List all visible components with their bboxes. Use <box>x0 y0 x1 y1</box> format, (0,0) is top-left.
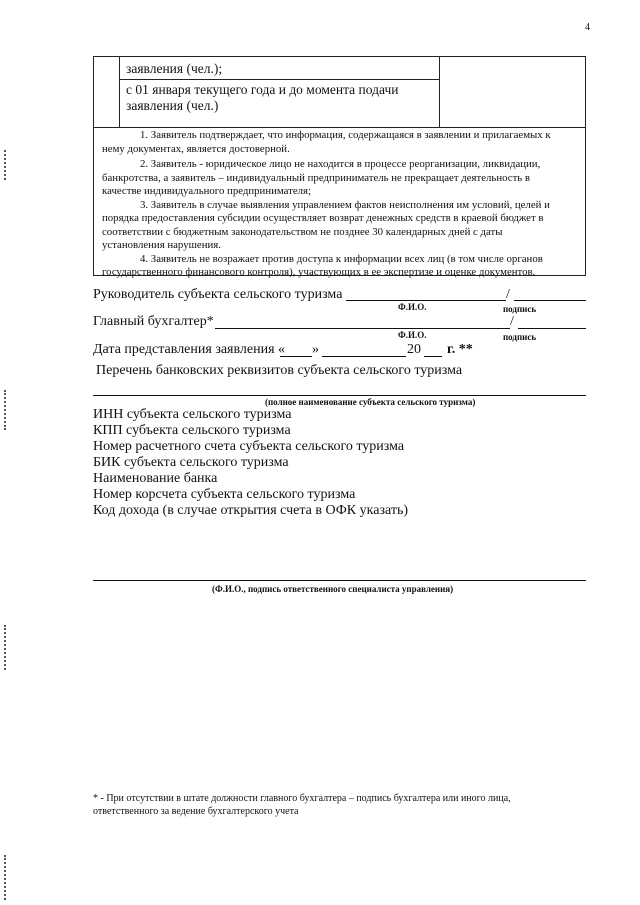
accountant-signature-caption: подпись <box>503 332 537 342</box>
scan-mark <box>4 390 8 430</box>
footnote <box>93 792 563 818</box>
bank-title: Перечень банковских реквизитов субъекта сельского туризма <box>96 363 463 378</box>
declaration-1-line-1: 1. Заявитель подтверждает, что информация, содержащаяся в заявлении и прилагаемых к <box>140 129 551 141</box>
scan-mark <box>4 625 8 670</box>
bank-item-income-code: Код дохода (в случае открытия счета в ОФК указать) <box>93 503 408 518</box>
accountant-fio-caption: Ф.И.О. <box>398 330 427 340</box>
date-year-field[interactable] <box>424 356 442 357</box>
subject-name-field[interactable] <box>93 395 586 396</box>
bank-item-bik: БИК субъекта сельского туризма <box>93 455 289 470</box>
declaration-3-line-1: 3. Заявитель в случае выявления управлением фактов неисполнения им условий, целей и <box>140 198 550 211</box>
footnote-line-2: ответственного за ведение бухгалтерского учета <box>93 806 299 817</box>
date-month-field[interactable] <box>322 356 406 357</box>
head-signature-caption: подпись <box>503 304 537 314</box>
subject-name-caption: (полное наименование субъекта сельского туризма) <box>265 397 476 407</box>
declaration-3-line-4: установления нарушения. <box>102 239 221 251</box>
accountant-fio-field[interactable] <box>215 328 510 329</box>
head-slash: / <box>506 287 510 302</box>
declaration-3-line-2: порядка предоставления субсидии осуществляет возврат денежных средств в краевой бюджет в <box>102 212 544 224</box>
date-day-field[interactable] <box>280 356 312 357</box>
bank-item-account: Номер расчетного счета субъекта сельского туризма <box>93 439 405 454</box>
declaration-2-line-3: качестве индивидуального предпринимателя; <box>102 185 312 197</box>
declaration-2-line-2: банкротства, а заявитель – индивидуальный предприниматель не прекращает деятельность в <box>102 171 531 184</box>
data-table <box>93 56 586 128</box>
head-fio-field[interactable] <box>346 300 506 301</box>
accountant-signature-field[interactable] <box>518 328 586 329</box>
declaration-4-line-2: государственного финансового контроля), участвующих в ее экспертизе и оценке документов. <box>102 266 536 278</box>
accountant-slash: / <box>510 314 514 329</box>
declaration-4-line-1: 4. Заявитель не возражает против доступа к информации всех лиц (в том числе органов <box>140 252 543 265</box>
accountant-label: Главный бухгалтер* <box>93 314 214 329</box>
specialist-caption: (Ф.И.О., подпись ответственного специалиста управления) <box>212 584 454 594</box>
scan-mark <box>4 855 8 900</box>
page-number: 4 <box>585 22 590 33</box>
head-signature-field[interactable] <box>514 300 586 301</box>
date-label: Дата представления заявления « <box>93 342 286 357</box>
footnote-line-1: * - При отсутствии в штате должности главного бухгалтера – подпись бухгалтера или иного лица, <box>93 793 511 804</box>
table-row-2-line-1: с 01 января текущего года и до момента подачи <box>126 82 399 97</box>
date-year-prefix: 20 <box>407 342 421 357</box>
bank-item-bank-name: Наименование банка <box>93 471 218 486</box>
declarations-box <box>93 128 586 276</box>
bank-item-corr-account: Номер корсчета субъекта сельского туризма <box>93 487 356 502</box>
date-suffix: г. ** <box>447 342 473 357</box>
bank-item-kpp: КПП субъекта сельского туризма <box>93 423 291 438</box>
bank-item-inn: ИНН субъекта сельского туризма <box>93 407 292 422</box>
scan-mark <box>4 150 8 180</box>
table-row-2-line-2: заявления (чел.) <box>126 98 219 113</box>
date-close-quote: » <box>312 342 319 357</box>
head-fio-caption: Ф.И.О. <box>398 302 427 312</box>
specialist-field[interactable] <box>93 580 586 581</box>
declaration-1-line-2: нему документах, является достоверной. <box>102 142 290 155</box>
table-row-1: заявления (чел.); <box>126 61 223 76</box>
declaration-3-line-3: соответствии с бюджетным законодательством не позднее 30 календарных дней с даты <box>102 225 503 238</box>
head-label: Руководитель субъекта сельского туризма <box>93 287 343 302</box>
declaration-2-line-1: 2. Заявитель - юридическое лицо не находится в процессе реорганизации, ликвидации, <box>140 158 541 170</box>
